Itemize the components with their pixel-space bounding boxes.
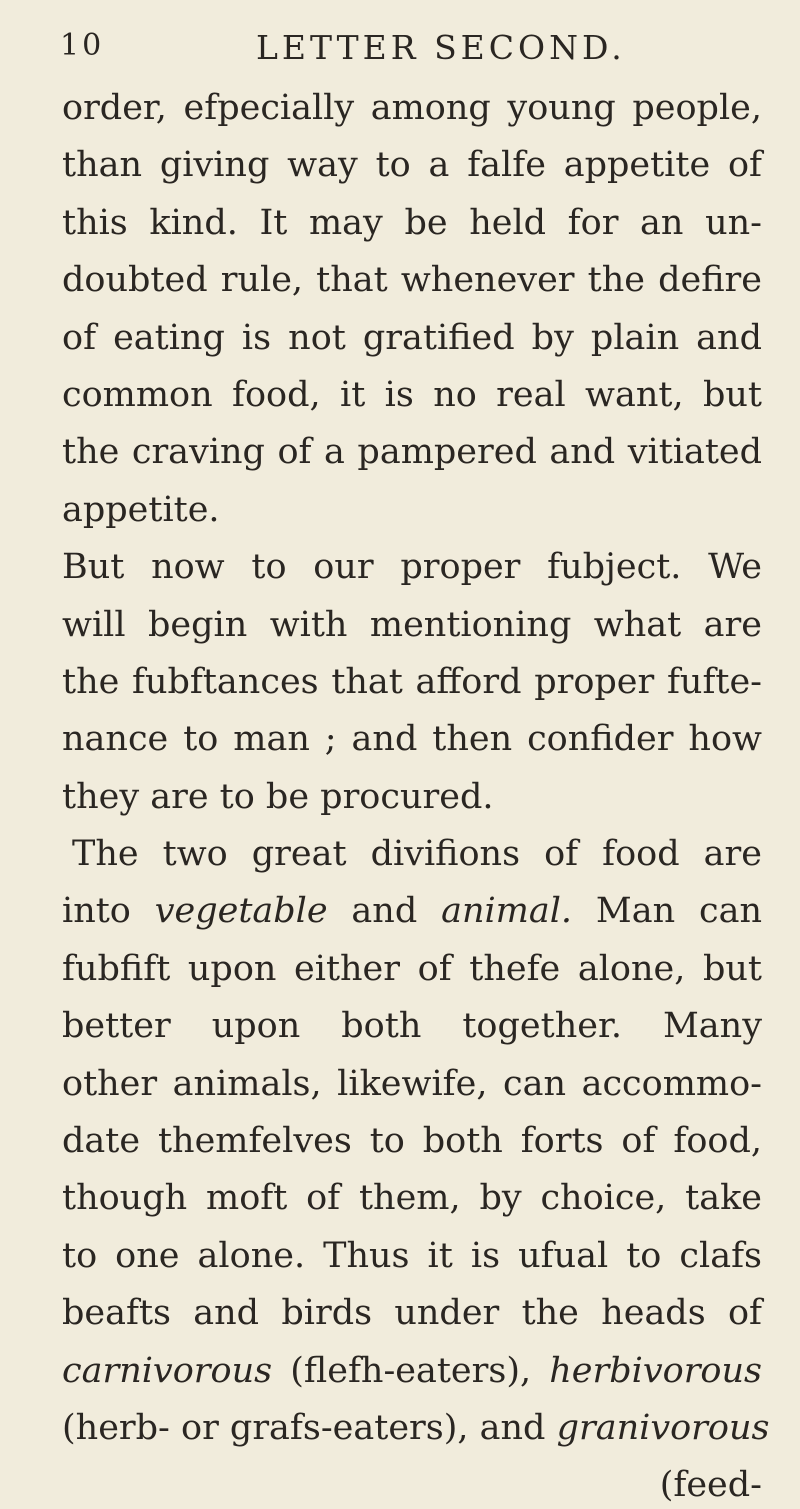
page-header: [60, 28, 760, 72]
text-line: doubted rule, that whenever the defire: [62, 260, 762, 301]
italic-term: carnivorous: [62, 1350, 273, 1391]
text-line: beafts and birds under the heads of: [62, 1293, 762, 1334]
text-line: the fubftances that afford proper fufte-: [62, 661, 762, 702]
text-line: than giving way to a falfe appetite of: [62, 145, 762, 186]
text-line: common food, it is no real want, but: [62, 374, 762, 415]
text-line: [62, 1343, 762, 1400]
text-run: (herb- or grafs-eaters), and: [62, 1407, 557, 1448]
text-line: better upon both together. Many: [62, 1006, 762, 1047]
text-run: Man can: [572, 891, 762, 932]
text-line: appetite.: [62, 489, 220, 530]
text-line: But now to our proper fubject. We: [62, 547, 762, 588]
italic-term: vegetable: [154, 891, 328, 932]
body-text: [62, 80, 770, 1509]
text-line: the craving of a pampered and vitiated: [62, 432, 762, 473]
italic-term: granivorous: [556, 1407, 770, 1448]
text-line: [62, 1400, 770, 1457]
text-run: (flefh-eaters),: [272, 1350, 550, 1391]
text-line: they are to be procured.: [62, 776, 494, 817]
text-line: of eating is not gratified by plain and: [62, 317, 762, 358]
text-line: [62, 883, 762, 940]
text-run: into: [62, 891, 155, 932]
text-line: date themfelves to both forts of food,: [62, 1121, 762, 1162]
text-line: other animals, likewife, can accommo-: [62, 1063, 762, 1104]
italic-term: herbivorous: [549, 1350, 762, 1391]
text-line: though moft of them, by choice, take: [62, 1178, 762, 1219]
text-line: this kind. It may be held for an un-: [62, 202, 762, 243]
catchword: (feed-: [659, 1465, 762, 1506]
running-head: LETTER SECOND.: [256, 28, 626, 67]
page-number: 10: [60, 28, 105, 63]
text-line: order, efpecially among young people,: [62, 88, 762, 128]
text-line: The two great divifions of food are: [72, 834, 762, 875]
text-run: and: [327, 891, 442, 932]
text-line: nance to man ; and then confider how: [62, 719, 762, 760]
text-line: fubfift upon either of thefe alone, but: [62, 948, 762, 989]
text-line: will begin with mentioning what are: [62, 604, 762, 645]
italic-term: animal.: [441, 891, 573, 932]
text-line: to one alone. Thus it is ufual to clafs: [62, 1235, 762, 1276]
